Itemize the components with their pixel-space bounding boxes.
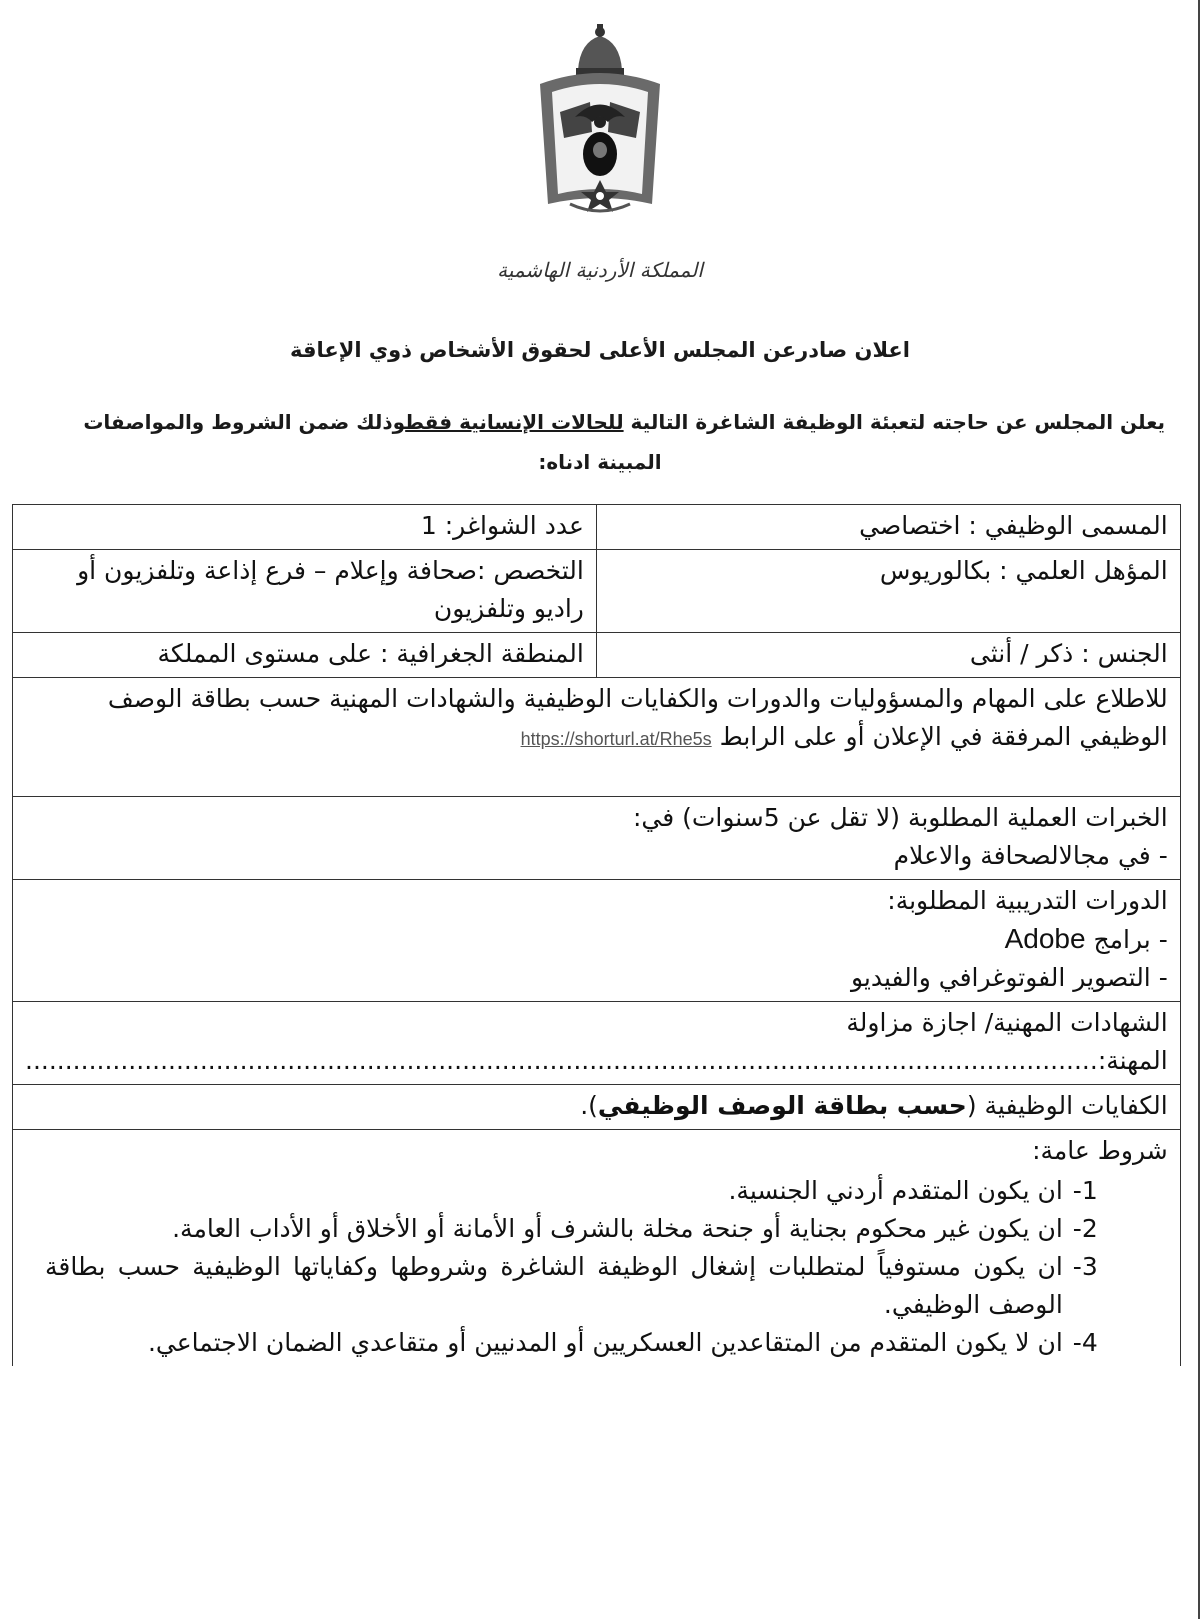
general-conditions-cell [13,1130,1181,1367]
certificates-cell [13,1002,1181,1085]
table-row [13,797,1181,880]
vacancies-cell: عدد الشواغر: 1 [13,505,597,550]
condition-text: ان لا يكون المتقدم من المتقاعدين العسكريين أو المدنيين أو متقاعدي الضمان الاجتماعي. [147,1328,1063,1357]
courses-heading: الدورات التدريبية المطلوبة: [887,886,1168,915]
competencies-bold: حسب بطاقة الوصف الوظيفي [597,1091,967,1120]
table-row [13,550,1181,633]
job-title-cell: المسمى الوظيفي : اختصاصي [596,505,1180,550]
emblem-caption: المملكة الأردنية الهاشمية [497,258,703,282]
intro-text-end: وذلك ضمن الشروط والمواصفات [83,410,406,434]
competencies-cell [13,1085,1181,1130]
list-item [25,1172,1168,1210]
certificates-line: الشهادات المهنية/ اجازة مزاولة [846,1008,1168,1037]
qualification-cell: المؤهل العلمي : بكالوريوس [596,550,1180,633]
announcement-intro [30,398,1165,446]
details-cell [13,678,1181,797]
intro-text-start: يعلن المجلس عن حاجته لتعبئة الوظيفة الشاغرة التالية [623,410,1165,434]
courses-cell [13,880,1181,1002]
job-description-link[interactable]: https://shorturl.at/Rhe5s [520,729,712,749]
certificates-line: المهنة:....................................................................................................................................... [25,1046,1168,1075]
condition-number: 3- [1072,1252,1098,1281]
intro-underlined-text: للحالات الإنسانية فقط [405,410,624,434]
experience-cell [13,797,1181,880]
experience-heading: الخبرات العملية المطلوبة (لا تقل عن 5سنوات) في: [632,803,1168,832]
announcement-intro-continued: المبينة ادناه: [538,450,662,474]
courses-item [25,920,1168,959]
courses-item-adobe: Adobe [1004,923,1086,954]
specialization-cell: التخصص :صحافة وإعلام – فرع إذاعة وتلفزيون أو راديو وتلفزيون [13,550,597,633]
general-conditions-heading: شروط عامة: [1032,1136,1168,1165]
competencies-prefix: الكفايات الوظيفية ( [966,1091,1168,1120]
table-row [13,678,1181,797]
table-row [13,505,1181,550]
courses-item-prefix: - برامج [1085,925,1168,954]
condition-text: ان يكون مستوفياً لمتطلبات إشغال الوظيفة الشاغرة وشروطها وكفاياتها الوظيفية حسب بطاقة الوصف الوظيفي. [45,1252,1063,1319]
region-cell: المنطقة الجغرافية : على مستوى المملكة [13,633,597,678]
courses-item: - التصوير الفوتوغرافي والفيديو [850,963,1168,992]
gender-cell: الجنس : ذكر / أنثى [596,633,1180,678]
announcement-title: اعلان صادرعن المجلس الأعلى لحقوق الأشخاص ذوي الإعاقة [290,338,910,362]
details-text: للاطلاع على المهام والمسؤوليات والدورات والكفايات الوظيفية والشهادات المهنية حسب بطاقة الوصف الوظيفي المرفقة في الإعلان أو على الرابط [107,684,1168,751]
competencies-suffix: ). [580,1091,598,1120]
condition-number: 1- [1072,1176,1098,1205]
condition-text: ان يكون غير محكوم بجناية أو جنحة مخلة بالشرف أو الأمانة أو الأخلاق أو الأداب العامة. [172,1214,1063,1243]
list-item [25,1210,1168,1248]
list-item [25,1248,1168,1324]
table-row [13,1002,1181,1085]
condition-text: ان يكون المتقدم أردني الجنسية. [728,1176,1063,1205]
jordan-coat-of-arms-icon [520,22,680,237]
condition-number: 2- [1072,1214,1098,1243]
list-item [25,1324,1168,1362]
table-row [13,633,1181,678]
condition-number: 4- [1072,1328,1098,1357]
experience-item: - في مجالالصحافة والاعلام [893,841,1168,870]
job-spec-table [12,504,1181,1366]
table-row [13,1130,1181,1367]
table-row [13,1085,1181,1130]
table-row [13,880,1181,1002]
